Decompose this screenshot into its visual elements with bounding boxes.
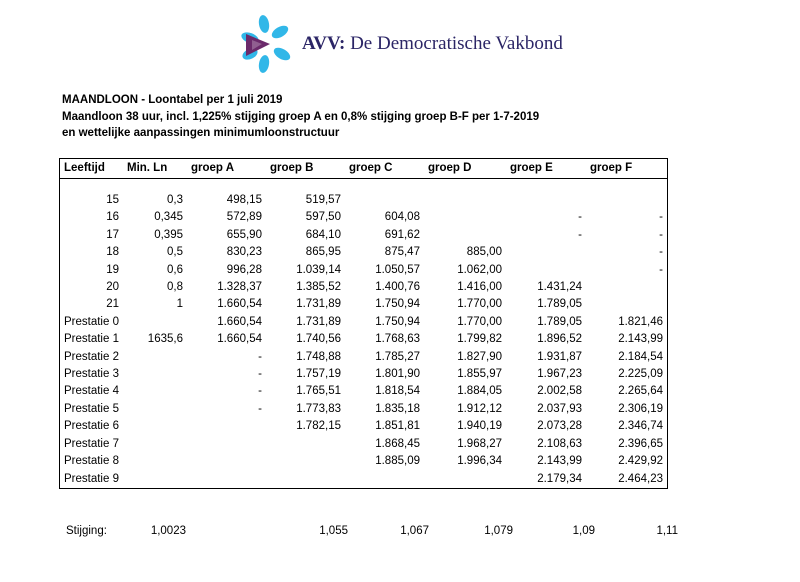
table-cell: 2.265,64 <box>618 385 663 398</box>
table-row <box>60 227 667 244</box>
column-header: Leeftijd <box>60 159 123 179</box>
table-cell: 1 <box>176 298 183 311</box>
table-spacer-row <box>60 179 667 193</box>
table-cell: 1635,6 <box>147 333 183 346</box>
table-row <box>60 349 667 366</box>
table-cell <box>266 453 345 470</box>
row-label: Prestatie 2 <box>64 350 119 363</box>
table-cell <box>266 436 345 453</box>
table-cell <box>506 262 586 279</box>
column-header: Min. Ln <box>123 159 187 179</box>
table-cell: 0,345 <box>154 211 183 224</box>
table-cell: 1.912,12 <box>457 402 502 415</box>
table-cell <box>187 436 266 453</box>
column-header: groep D <box>424 159 506 179</box>
heading-subtitle-2: en wettelijke aanpassingen minimumloonstructuur <box>62 127 340 139</box>
table-cell <box>123 383 187 400</box>
table-row <box>60 279 667 296</box>
table-cell: 875,47 <box>384 246 420 259</box>
table-cell: 1.431,24 <box>537 281 582 294</box>
table-cell: 1.785,27 <box>375 350 420 363</box>
table-cell: 1.789,05 <box>537 298 582 311</box>
table-cell: 1.968,27 <box>457 437 502 450</box>
table-cell <box>123 401 187 418</box>
increase-value: 1,079 <box>484 524 513 537</box>
table-cell <box>586 296 667 313</box>
table-cell: 1.896,52 <box>537 333 582 346</box>
table-cell: 1.773,83 <box>296 402 341 415</box>
table-row <box>60 418 667 435</box>
table-cell: 1.884,05 <box>457 385 502 398</box>
heading-subtitle: Maandloon 38 uur, incl. 1,225% stijging groep A en 0,8% stijging groep B-F per 1-7-2019 <box>62 110 540 123</box>
table-row <box>60 471 667 488</box>
table-row <box>60 401 667 418</box>
row-label: Prestatie 8 <box>64 455 119 468</box>
table-cell <box>506 192 586 209</box>
table-cell: 1.770,00 <box>457 298 502 311</box>
increase-value: 1,09 <box>572 524 595 537</box>
increase-value <box>192 522 271 539</box>
row-label: 16 <box>106 211 119 224</box>
row-label: Prestatie 1 <box>64 333 119 346</box>
table-cell: 2.306,19 <box>618 402 663 415</box>
table-cell: 2.108,63 <box>537 437 582 450</box>
table-cell: 1.400,76 <box>375 281 420 294</box>
table-cell: 885,00 <box>466 246 502 259</box>
table-cell <box>424 227 506 244</box>
table-cell: 1.782,15 <box>296 420 341 433</box>
table-cell: 1.740,56 <box>296 333 341 346</box>
column-header: groep E <box>506 159 586 179</box>
row-label: Prestatie 9 <box>64 472 119 485</box>
table-cell: 1.748,88 <box>296 350 341 363</box>
table-cell <box>123 453 187 470</box>
table-cell <box>345 192 424 209</box>
table-cell: 572,89 <box>226 211 262 224</box>
table-cell: - <box>258 350 262 363</box>
table-cell: 684,10 <box>305 228 341 241</box>
brand-header <box>240 14 563 74</box>
table-cell <box>586 192 667 209</box>
salary-table <box>60 159 667 488</box>
table-cell: 1.660,54 <box>217 333 262 346</box>
table-cell: 1.750,94 <box>375 315 420 328</box>
table-cell: 1.967,23 <box>537 368 582 381</box>
increase-footer <box>60 520 684 541</box>
table-cell <box>123 366 187 383</box>
table-cell: 1.062,00 <box>457 263 502 276</box>
table-cell: 2.184,54 <box>618 350 663 363</box>
table-cell: 1.789,05 <box>537 315 582 328</box>
increase-label: Stijging: <box>66 524 107 537</box>
table-cell: 0,3 <box>166 194 183 206</box>
row-label: 18 <box>106 246 119 259</box>
table-cell: 1.996,34 <box>457 455 502 468</box>
table-cell: 1.731,89 <box>296 298 341 311</box>
table-cell: 1.731,89 <box>296 315 341 328</box>
table-cell: 2.346,74 <box>618 420 663 433</box>
table-cell: - <box>659 211 663 224</box>
table-cell: 1.827,90 <box>457 350 502 363</box>
row-label: 20 <box>106 281 119 294</box>
table-cell: 2.037,93 <box>537 402 582 415</box>
row-label: Prestatie 4 <box>64 385 119 398</box>
table-cell <box>187 471 266 488</box>
table-cell: 2.143,99 <box>618 333 663 346</box>
table-cell: 1.765,51 <box>296 385 341 398</box>
table-cell: 1.885,09 <box>375 455 420 468</box>
avv-logo-icon <box>240 14 296 74</box>
table-cell: 604,08 <box>384 211 420 224</box>
table-row <box>60 383 667 400</box>
table-cell: 1.855,97 <box>457 368 502 381</box>
increase-row <box>62 522 682 539</box>
table-cell: 2.002,58 <box>537 385 582 398</box>
table-cell: - <box>258 402 262 415</box>
row-label: 17 <box>106 228 119 241</box>
table-cell: 2.396,65 <box>618 437 663 450</box>
table-cell <box>266 471 345 488</box>
row-label: Prestatie 0 <box>64 315 119 328</box>
table-cell: 0,8 <box>166 281 183 294</box>
table-cell: 1.416,00 <box>457 281 502 294</box>
table-cell <box>123 349 187 366</box>
table-row <box>60 314 667 331</box>
table-cell <box>424 209 506 226</box>
increase-value: 1,0023 <box>150 524 186 537</box>
table-row <box>60 192 667 209</box>
row-label: 15 <box>106 194 119 206</box>
table-cell: 1.757,19 <box>296 368 341 381</box>
table-cell <box>187 418 266 435</box>
table-cell <box>187 453 266 470</box>
row-label: Prestatie 3 <box>64 368 119 381</box>
table-cell: 1.799,82 <box>457 333 502 346</box>
column-header: groep C <box>345 159 424 179</box>
table-cell: 1.868,45 <box>375 437 420 450</box>
increase-value: 1,067 <box>400 524 429 537</box>
table-cell <box>424 471 506 488</box>
table-row <box>60 436 667 453</box>
table-cell <box>345 471 424 488</box>
row-label: 19 <box>106 263 119 276</box>
table-cell: 519,57 <box>305 194 341 206</box>
table-cell: - <box>659 228 663 241</box>
table-cell: - <box>659 246 663 259</box>
table-cell: - <box>258 385 262 398</box>
row-label: Prestatie 6 <box>64 420 119 433</box>
table-cell: 2.225,09 <box>618 368 663 381</box>
brand-tagline: De Democratische Vakbond <box>350 33 563 54</box>
row-label: Prestatie 5 <box>64 402 119 415</box>
table-cell: 1.801,90 <box>375 368 420 381</box>
table-cell: 2.464,23 <box>618 472 663 485</box>
table-cell: 691,62 <box>384 228 420 241</box>
table-header-row <box>60 159 667 179</box>
table-cell: - <box>258 368 262 381</box>
table-row <box>60 366 667 383</box>
row-label: 21 <box>106 298 119 311</box>
row-label: Prestatie 7 <box>64 437 119 450</box>
table-cell: 1.660,54 <box>217 315 262 328</box>
table-cell: 2.179,34 <box>537 472 582 485</box>
table-cell <box>506 244 586 261</box>
table-row <box>60 296 667 313</box>
brand-name <box>302 33 563 55</box>
table-cell: 1.750,94 <box>375 298 420 311</box>
table-cell: 1.050,57 <box>375 263 420 276</box>
table-cell: 0,6 <box>166 263 183 276</box>
table-cell <box>586 279 667 296</box>
table-cell <box>123 471 187 488</box>
table-cell: 498,15 <box>226 194 262 206</box>
table-cell: 1.660,54 <box>217 298 262 311</box>
table-cell: 830,23 <box>226 246 262 259</box>
table-cell: 1.768,63 <box>375 333 420 346</box>
table-cell: 865,95 <box>305 246 341 259</box>
increase-value: 1,11 <box>656 524 678 537</box>
table-cell: - <box>578 211 582 224</box>
table-cell: 1.770,00 <box>457 315 502 328</box>
table-cell: 1.821,46 <box>618 315 663 328</box>
increase-value: 1,055 <box>319 524 348 537</box>
heading-title: MAANDLOON - Loontabel per 1 juli 2019 <box>62 94 283 106</box>
table-cell: 996,28 <box>226 263 262 276</box>
table-cell: 1.931,87 <box>537 350 582 363</box>
table-cell: 2.143,99 <box>537 455 582 468</box>
table-row <box>60 262 667 279</box>
table-cell: 2.429,92 <box>618 455 663 468</box>
table-cell: 1.039,14 <box>296 263 341 276</box>
table-cell: 0,5 <box>166 246 183 259</box>
table-cell: 2.073,28 <box>537 420 582 433</box>
column-header: groep F <box>586 159 667 179</box>
table-row <box>60 209 667 226</box>
table-cell: 1.328,37 <box>217 281 262 294</box>
table-cell: 597,50 <box>305 211 341 224</box>
table-cell: 655,90 <box>226 228 262 241</box>
table-cell <box>123 436 187 453</box>
brand-short: AVV: <box>302 33 346 54</box>
table-cell <box>424 192 506 209</box>
table-cell: 1.385,52 <box>296 281 341 294</box>
table-cell: 1.940,19 <box>457 420 502 433</box>
table-cell <box>123 418 187 435</box>
table-row <box>60 331 667 348</box>
table-row <box>60 244 667 261</box>
table-cell: - <box>659 263 663 276</box>
table-cell: 1.818,54 <box>375 385 420 398</box>
table-cell: 1.851,81 <box>375 420 420 433</box>
table-cell: 0,395 <box>154 228 183 241</box>
table-row <box>60 453 667 470</box>
column-header: groep A <box>187 159 266 179</box>
document-heading <box>62 92 539 142</box>
table-cell: 1.835,18 <box>375 402 420 415</box>
column-header: groep B <box>266 159 345 179</box>
table-cell: - <box>578 228 582 241</box>
table-cell <box>123 314 187 331</box>
